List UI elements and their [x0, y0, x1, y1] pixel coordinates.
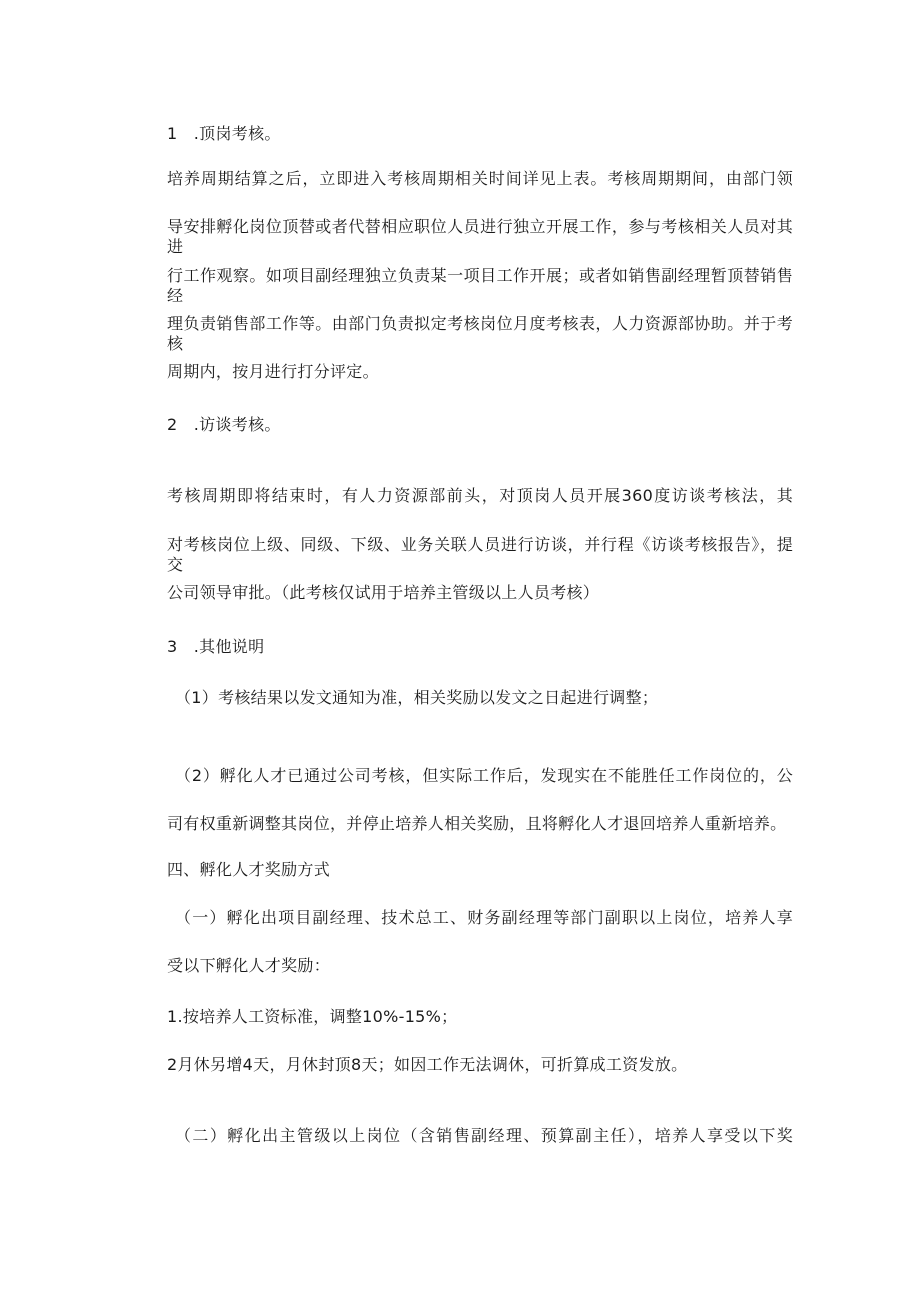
note-line: 司有权重新调整其岗位，并停止培养人相关奖励，且将孵化人才退回培养人重新培养。: [167, 814, 787, 833]
section-heading-rewards: 四、孵化人才奖励方式: [167, 860, 331, 879]
paragraph-line: 公司领导审批。（此考核仅试用于培养主管级以上人员考核）: [167, 583, 600, 602]
paragraph-line: 对考核岗位上级、同级、下级、业务关联人员进行访谈，并行程《访谈考核报告》，提交: [167, 535, 793, 574]
subsection-line: （一）孵化出项目副经理、技术总工、财务副经理等部门副职以上岗位，培养人享: [175, 908, 793, 927]
subsection-line: （二）孵化出主管级以上岗位（含销售副经理、预算副主任），培养人享受以下奖: [175, 1126, 793, 1145]
heading-top-post-assessment: 1 .顶岗考核。: [167, 124, 281, 143]
list-item: 2月休另增4天，月休封顶8天；如因工作无法调休，可折算成工资发放。: [167, 1055, 688, 1074]
note-line: （1）考核结果以发文通知为准，相关奖励以发文之日起进行调整；: [175, 688, 659, 707]
list-item: 1.按培养人工资标准，调整10%-15%；: [167, 1007, 458, 1026]
paragraph-line: 培养周期结算之后，立即进入考核周期相关时间详见上表。考核周期期间，由部门领: [167, 169, 793, 188]
subsection-line: 受以下孵化人才奖励：: [167, 956, 331, 975]
heading-interview-assessment: 2 .访谈考核。: [167, 415, 281, 434]
paragraph-line: 理负责销售部工作等。由部门负责拟定考核岗位月度考核表，人力资源部协助。并于考核: [167, 314, 793, 353]
heading-other-notes: 3 .其他说明: [167, 637, 265, 656]
paragraph-line: 行工作观察。如项目副经理独立负责某一项目工作开展；或者如销售副经理暂顶替销售经: [167, 266, 793, 305]
note-line: （2）孵化人才已通过公司考核，但实际工作后，发现实在不能胜任工作岗位的，公: [175, 766, 793, 785]
paragraph-line: 考核周期即将结束时，有人力资源部前头，对顶岗人员开展360度访谈考核法，其: [167, 486, 793, 505]
paragraph-line: 导安排孵化岗位顶替或者代替相应职位人员进行独立开展工作，参与考核相关人员对其进: [167, 217, 793, 256]
paragraph-line: 周期内，按月进行打分评定。: [167, 362, 379, 381]
